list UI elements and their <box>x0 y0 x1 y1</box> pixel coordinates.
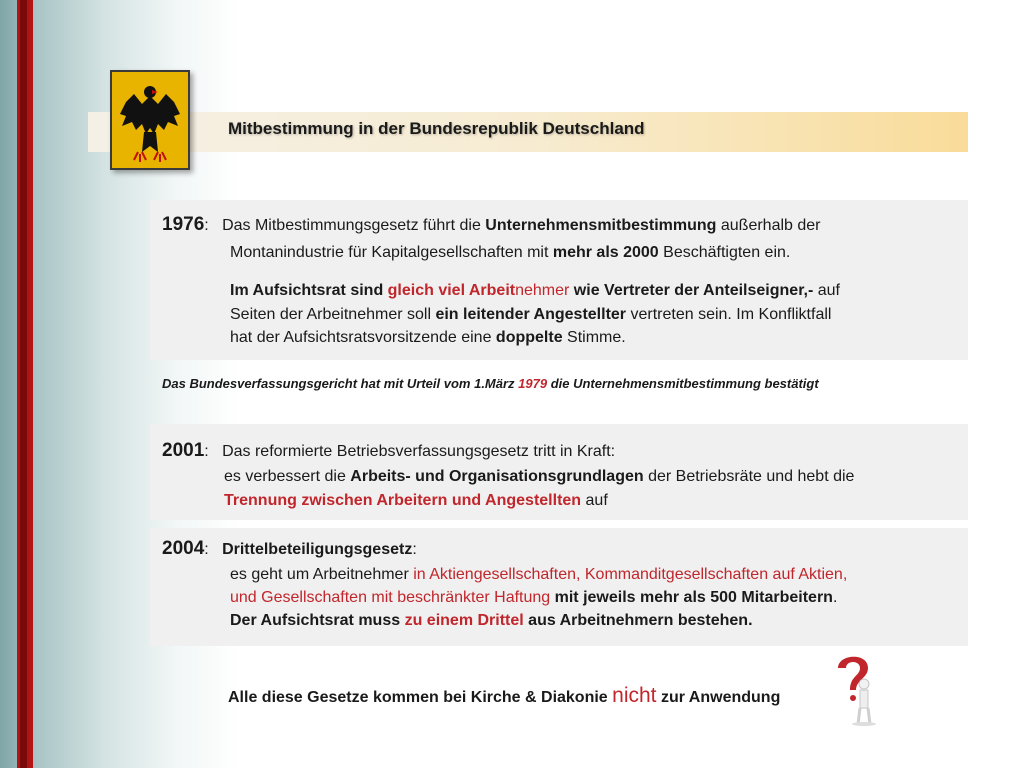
court-ruling-line: Das Bundesverfassungsgericht hat mit Urteil vom 1.März 1979 die Unternehmensmitbestimmung bestätigt <box>162 376 819 391</box>
line-1976-4: Seiten der Arbeitnehmer soll ein leitender Angestellter vertreten sein. Im Konfliktfall <box>230 306 832 323</box>
red-bar-inner <box>20 0 27 768</box>
court-year: 1979 <box>518 376 548 391</box>
bottom-statement: Alle diese Gesetze kommen bei Kirche & Diakonie nicht zur Anwendung <box>228 684 781 707</box>
line-1976-5: hat der Aufsichtsratsvorsitzende eine doppelte Stimme. <box>230 329 626 346</box>
slide-title: Mitbestimmung in der Bundesrepublik Deutschland <box>228 119 645 138</box>
nicht-emphasis: nicht <box>612 684 657 707</box>
year-2004: 2004 <box>162 538 205 559</box>
line-2004-2: es geht um Arbeitnehmer in Aktiengesellschaften, Kommanditgesellschaften auf Aktien, <box>230 566 848 583</box>
line-1976-1: 1976: Das Mitbestimmungsgesetz führt die Unternehmensmitbestimmung außerhalb der <box>162 214 821 235</box>
line-2004-4: Der Aufsichtsrat muss zu einem Drittel aus Arbeitnehmern bestehen. <box>230 612 753 629</box>
eagle-coat-of-arms-icon <box>110 70 190 170</box>
question-figure-icon <box>830 650 878 726</box>
year-1976: 1976 <box>162 214 205 235</box>
line-2001-1: 2001: Das reformierte Betriebsverfassungsgesetz tritt in Kraft: <box>162 440 616 461</box>
year-2001: 2001 <box>162 440 205 461</box>
line-2001-2: es verbessert die Arbeits- und Organisationsgrundlagen der Betriebsräte und hebt die <box>224 468 855 485</box>
line-2004-1: 2004: Drittelbeteiligungsgesetz: <box>162 538 417 559</box>
line-1976-3: Im Aufsichtsrat sind gleich viel Arbeitnehmer wie Vertreter der Anteilseigner,- auf <box>230 282 840 299</box>
line-2001-3: Trennung zwischen Arbeitern und Angestellten auf <box>224 492 608 509</box>
line-2004-3: und Gesellschaften mit beschränkter Haftung mit jeweils mehr als 500 Mitarbeitern. <box>230 589 838 606</box>
line-1976-2: Montanindustrie für Kapitalgesellschaften mit mehr als 2000 Beschäftigten ein. <box>230 244 791 261</box>
